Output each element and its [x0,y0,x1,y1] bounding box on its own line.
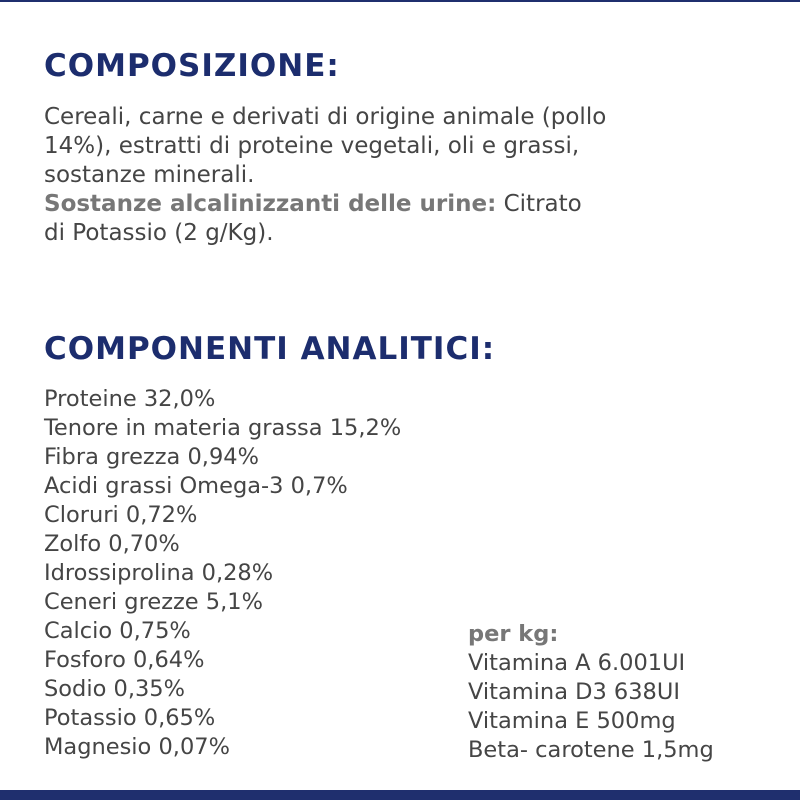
vitamin-item: Vitamina E 500mg [468,708,676,734]
top-divider [0,0,800,2]
composition-line-1: Cereali, carne e derivati di origine animale (pollo [44,104,607,130]
vitamin-item: Vitamina A 6.001UI [468,650,686,676]
composition-text [44,103,744,248]
per-kg-list [468,620,714,765]
analytical-item: Calcio 0,75% [44,618,191,644]
analytical-item: Zolfo 0,70% [44,531,180,557]
bottom-band [0,790,800,800]
composition-heading: COMPOSIZIONE: [44,48,340,84]
analytical-heading: COMPONENTI ANALITICI: [44,331,496,367]
analytical-item: Magnesio 0,07% [44,734,230,760]
per-kg-title: per kg: [468,621,559,647]
composition-line-3: sostanze minerali. [44,162,255,188]
alkalizing-text-1: Citrato [503,191,582,217]
analytical-item: Ceneri grezze 5,1% [44,589,263,615]
analytical-item: Tenore in materia grassa 15,2% [44,415,402,441]
analytical-item: Fibra grezza 0,94% [44,444,259,470]
analytical-item: Proteine 32,0% [44,386,216,412]
alkalizing-label: Sostanze alcalinizzanti delle urine: [44,191,497,217]
analytical-item: Idrossiprolina 0,28% [44,560,274,586]
alkalizing-text-2: di Potassio (2 g/Kg). [44,220,274,246]
analytical-item: Cloruri 0,72% [44,502,198,528]
analytical-item: Acidi grassi Omega-3 0,7% [44,473,348,499]
analytical-list [44,385,401,762]
analytical-item: Potassio 0,65% [44,705,216,731]
vitamin-item: Beta- carotene 1,5mg [468,737,714,763]
analytical-item: Fosforo 0,64% [44,647,205,673]
vitamin-item: Vitamina D3 638UI [468,679,680,705]
analytical-item: Sodio 0,35% [44,676,185,702]
composition-line-2: 14%), estratti di proteine vegetali, oli e grassi, [44,133,580,159]
